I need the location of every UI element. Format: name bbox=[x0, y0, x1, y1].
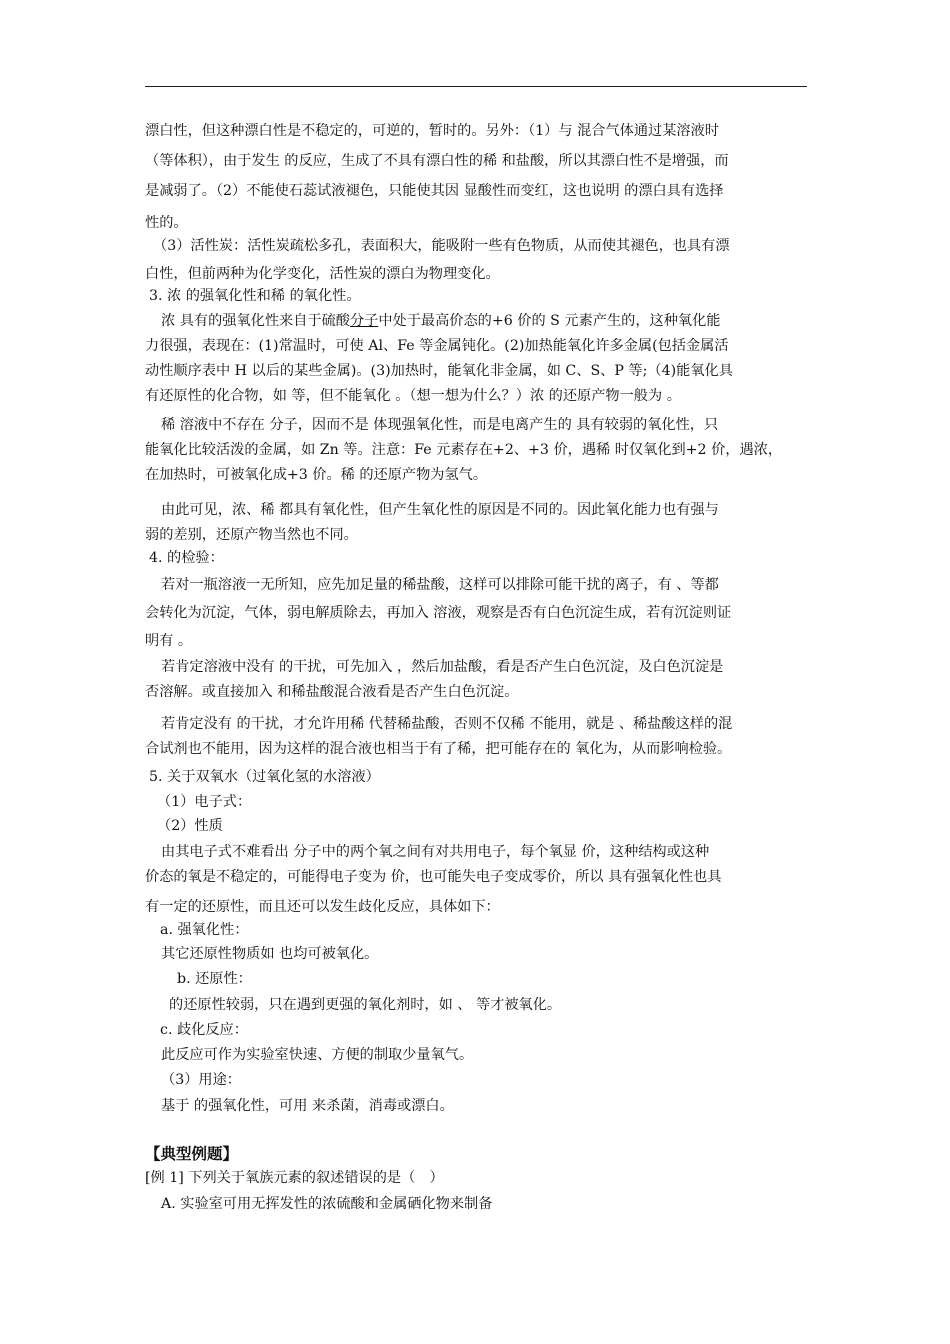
underlined-term: 分子 bbox=[349, 313, 379, 329]
text-run: 中处于最高价态的+6 价的 S 元素产生的，这种氧化能 bbox=[378, 313, 721, 329]
subheading-oxidizing: a. 强氧化性： bbox=[160, 922, 249, 938]
text-line: 由此可见，浓、稀 都具有氧化性，但产生氧化性的原因是不同的。因此氧化能力也有强与 bbox=[161, 502, 719, 518]
paragraph-dilute-acid bbox=[145, 413, 809, 488]
section-heading-5: 5. 关于双氧水（过氧化氢的水溶液） bbox=[149, 769, 380, 785]
subheading-disproportionation: c. 歧化反应： bbox=[160, 1022, 248, 1038]
text-line: 明有 。 bbox=[145, 633, 193, 649]
text-line: 此反应可作为实验室快速、方便的制取少量氧气。 bbox=[161, 1047, 474, 1063]
paragraph-peroxide-structure bbox=[145, 840, 809, 890]
text-line: 若肯定溶液中没有 的干扰，可先加入 ，然后加盐酸，看是否产生白色沉淀，及白色沉淀是 bbox=[161, 659, 724, 675]
text-line: 稀 溶液中不存在 分子，因而不是 体现强氧化性，而是电离产生的 具有较弱的氧化性，只 bbox=[161, 417, 719, 433]
text-line: 在加热时，可被氧化成+3 价。稀 的还原产物为氢气。 bbox=[145, 467, 488, 483]
text-line: 基于 的强氧化性，可用 来杀菌，消毒或漂白。 bbox=[161, 1098, 454, 1114]
text-line: 合试剂也不能用，因为这样的混合液也相当于有了稀，把可能存在的 氧化为，从而影响检验。 bbox=[145, 741, 732, 757]
paragraph-test-unknown bbox=[145, 571, 809, 655]
section-heading-4: 4. 的检验： bbox=[149, 550, 224, 566]
text-line: 有还原性的化合物，如 等，但不能氧化 。（想一想为什么？）浓 的还原产物一般为 。 bbox=[145, 388, 681, 404]
text-line: 动性顺序表中 H 以后的某些金属)。(3)加热时，能氧化非金属，如 C、S、P 等;（4)能氧化具 bbox=[145, 363, 733, 379]
paragraph-concentrated-acid bbox=[145, 309, 809, 409]
text-line: 弱的差别，还原产物当然也不同。 bbox=[145, 527, 358, 543]
text-line: 由其电子式不难看出 分子中的两个氧之间有对共用电子，每个氧显 价，这种结构或这种 bbox=[161, 844, 710, 860]
subheading-uses: （3）用途： bbox=[161, 1072, 241, 1088]
text-line: 能氧化比较活泼的金属，如 Zn 等。注意：Fe 元素存在+2、+3 价，遇稀 时仅氧化到+2 价，遇浓， bbox=[145, 442, 783, 458]
header-rule bbox=[145, 86, 807, 87]
text-line: （3）活性炭：活性炭疏松多孔，表面积大，能吸附一些有色物质，从而使其褪色，也具有漂 bbox=[153, 238, 730, 254]
paragraph-bleaching bbox=[145, 116, 809, 238]
text-line: 若对一瓶溶液一无所知，应先加足量的稀盐酸，这样可以排除可能干扰的离子，有 、等都 bbox=[161, 577, 719, 593]
text-line: 是减弱了。（2）不能使石蕊试液褪色，只能使其因 显酸性而变红，这也说明 的漂白具有选择 bbox=[145, 183, 724, 199]
text-line: 其它还原性物质如 也均可被氧化。 bbox=[161, 946, 379, 962]
subheading-reducing: b. 还原性： bbox=[177, 971, 252, 987]
typical-examples-heading: 【典型例题】 bbox=[145, 1144, 239, 1163]
text-run: 浓 具有的强氧化性来自于硫酸 bbox=[161, 313, 350, 329]
text-line: 力很强，表现在：(1)常温时，可使 Al、Fe 等金属钝化。(2)加热能氧化许多金属(包括金属活 bbox=[145, 338, 729, 354]
text-line: 性的。 bbox=[145, 215, 188, 231]
paragraph-summary bbox=[145, 498, 809, 548]
text-line: 白性，但前两种为化学变化，活性炭的漂白为物理变化。 bbox=[145, 266, 500, 282]
text-line: 会转化为沉淀，气体，弱电解质除去，再加入 溶液，观察是否有白色沉淀生成，若有沉淀则证 bbox=[145, 605, 732, 621]
paragraph-test-caution bbox=[145, 712, 809, 762]
text-line: 否溶解。或直接加入 和稀盐酸混合液看是否产生白色沉淀。 bbox=[145, 684, 519, 700]
example-option-a: A. 实验室可用无挥发性的浓硫酸和金属硒化物来制备 bbox=[161, 1196, 493, 1212]
example-question: [例 1] 下列关于氧族元素的叙述错误的是（ ） bbox=[145, 1170, 444, 1186]
text-line bbox=[161, 309, 809, 334]
paragraph-activated-carbon bbox=[145, 232, 817, 288]
paragraph-test-known bbox=[145, 655, 809, 705]
text-line: 价态的氧是不稳定的，可能得电子变为 价，也可能失电子变成零价，所以 具有强氧化性也具 bbox=[145, 869, 722, 885]
subheading-electron-formula: （1）电子式： bbox=[157, 794, 252, 810]
subheading-properties: （2）性质 bbox=[157, 818, 223, 834]
text-line: 若肯定没有 的干扰，才允许用稀 代替稀盐酸，否则不仅稀 不能用，就是 、稀盐酸这样的混 bbox=[161, 716, 733, 732]
text-line: 漂白性，但这种漂白性是不稳定的，可逆的，暂时的。另外：（1）与 混合气体通过某溶液时 bbox=[145, 123, 719, 139]
text-line: 有一定的还原性，而且还可以发生歧化反应，具体如下： bbox=[145, 899, 500, 915]
section-heading-3: 3. 浓 的强氧化性和稀 的氧化性。 bbox=[149, 288, 361, 304]
text-line: （等体积），由于发生 的反应，生成了不具有漂白性的稀 和盐酸，所以其漂白性不是增强，而 bbox=[145, 153, 729, 169]
text-line: 的还原性较弱，只在遇到更强的氧化剂时，如 、 等才被氧化。 bbox=[169, 997, 562, 1013]
